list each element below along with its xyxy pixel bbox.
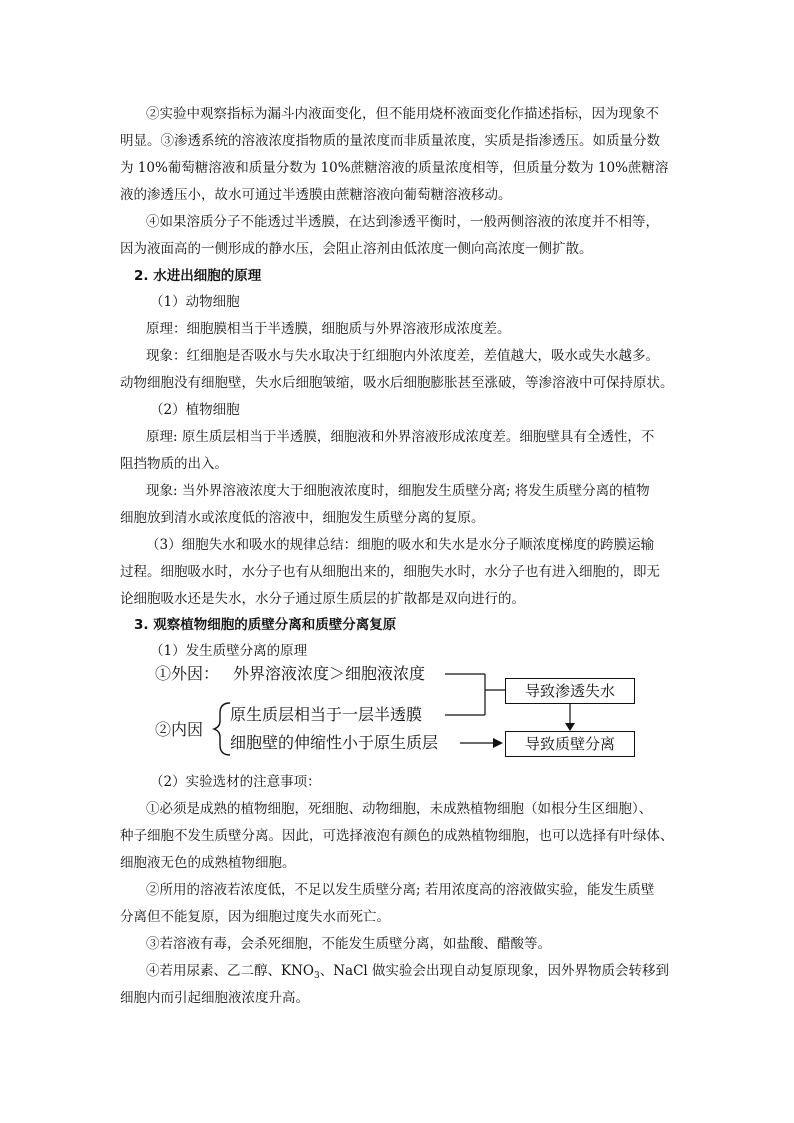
- paragraph-line: 现象: 当外界溶液浓度大于细胞液浓度时，细胞发生质壁分离; 将发生质壁分离的植物: [146, 483, 650, 499]
- paragraph-line: 因为液面高的一侧形成的静水压，会阻止溶剂由低浓度一侧向高浓度一侧扩散。: [120, 241, 593, 257]
- paragraph-line: 细胞内而引起细胞液浓度升高。: [120, 990, 309, 1006]
- paragraph-line: （3）细胞失水和吸水的规律总结：细胞的吸水和失水是水分子顺浓度梯度的跨膜运输: [146, 537, 655, 553]
- subsection-heading: （1）动物细胞: [150, 294, 240, 310]
- outer-cause-label: ①外因：: [155, 664, 220, 683]
- paragraph-line: [146, 961, 669, 986]
- inner-cause-text-1: 原生质层相当于一层半透膜: [230, 705, 423, 724]
- paragraph-line: ②所用的溶液若浓度低，不足以发生质壁分离; 若用浓度高的溶液做实验，能发生质壁: [146, 882, 655, 898]
- subsection-heading: （2）植物细胞: [150, 402, 240, 418]
- paragraph-line: 过程。细胞吸水时，水分子也有从细胞出来的，细胞失水时，水分子也有进入细胞的，即无: [120, 564, 660, 580]
- item-suffix: 、NaCl 做实验会出现自动复原现象，因外界物质会转移到: [319, 963, 670, 979]
- paragraph-line: ②实验中观察指标为漏斗内液面变化，但不能用烧杯液面变化作描述指标，因为现象不: [146, 106, 659, 122]
- paragraph-line: 现象：红细胞是否吸水与失水取决于红细胞内外浓度差，差值越大，吸水或失水越多。: [146, 348, 659, 364]
- inner-cause-label: ②内因: [155, 720, 204, 739]
- plasmolysis-principle-diagram: [150, 655, 650, 767]
- paragraph-line: ①必须是成熟的植物细胞，死细胞、动物细胞，未成熟植物细胞（如根分生区细胞）、: [146, 801, 653, 817]
- outer-cause-text: 外界溶液浓度＞细胞液浓度: [233, 664, 426, 683]
- paragraph-line: 细胞放到清水或浓度低的溶液中，细胞发生质壁分离的复原。: [120, 510, 485, 526]
- item-prefix: ④若用尿素、乙二醇、KNO: [146, 963, 314, 979]
- paragraph-line: 论细胞吸水还是失水，水分子通过原生质层的扩散都是双向进行的。: [120, 591, 525, 607]
- subsection-heading: （1）发生质壁分离的原理: [150, 643, 308, 659]
- paragraph-line: 阻挡物质的出入。: [120, 456, 228, 472]
- paragraph-line: 液的渗透压小，故水可通过半透膜由蔗糖溶液向葡萄糖溶液移动。: [120, 187, 512, 203]
- paragraph-line: 原理: 原生质层相当于半透膜，细胞液和外界溶液形成浓度差。细胞壁具有全透性，不: [146, 429, 655, 445]
- paragraph-line: ③若溶液有毒，会杀死细胞，不能发生质壁分离，如盐酸、醋酸等。: [146, 936, 551, 952]
- paragraph-line: ④如果溶质分子不能透过半透膜，在达到渗透平衡时，一般两侧溶液的浓度并不相等，: [146, 214, 659, 230]
- section-heading: 2. 水进出细胞的原理: [134, 268, 262, 284]
- paragraph-line: 细胞液无色的成熟植物细胞。: [120, 855, 296, 871]
- paragraph-line: 种子细胞不发生质壁分离。因此，可选择液泡有颜色的成熟植物细胞，也可以选择有叶绿体、: [120, 828, 674, 844]
- section-heading: 3. 观察植物细胞的质壁分离和质壁分离复原: [134, 617, 397, 633]
- osmotic-water-loss-box: 导致渗透失水: [505, 678, 635, 704]
- paragraph-line: 动物细胞没有细胞壁，失水后细胞皱缩，吸水后细胞膨胀甚至涨破，等渗溶液中可保持原状。: [120, 375, 674, 391]
- paragraph-line: 原理：细胞膜相当于半透膜，细胞质与外界溶液形成浓度差。: [146, 321, 511, 337]
- paragraph-line: 为 10%葡萄糖溶液和质量分数为 10%蔗糖溶液的质量浓度相等，但质量分数为 10%蔗糖溶: [120, 160, 669, 176]
- plasmolysis-result-box: 导致质壁分离: [505, 731, 635, 757]
- paragraph-line: 明显。③渗透系统的溶液浓度指物质的量浓度而非质量浓度，实质是指渗透压。如质量分数: [120, 133, 660, 149]
- subscript: 3: [313, 971, 320, 981]
- paragraph-line: 分离但不能复原，因为细胞过度失水而死亡。: [120, 909, 390, 925]
- subsection-heading: （2）实验选材的注意事项：: [150, 774, 321, 790]
- inner-cause-text-2: 细胞壁的伸缩性小于原生质层: [230, 733, 439, 752]
